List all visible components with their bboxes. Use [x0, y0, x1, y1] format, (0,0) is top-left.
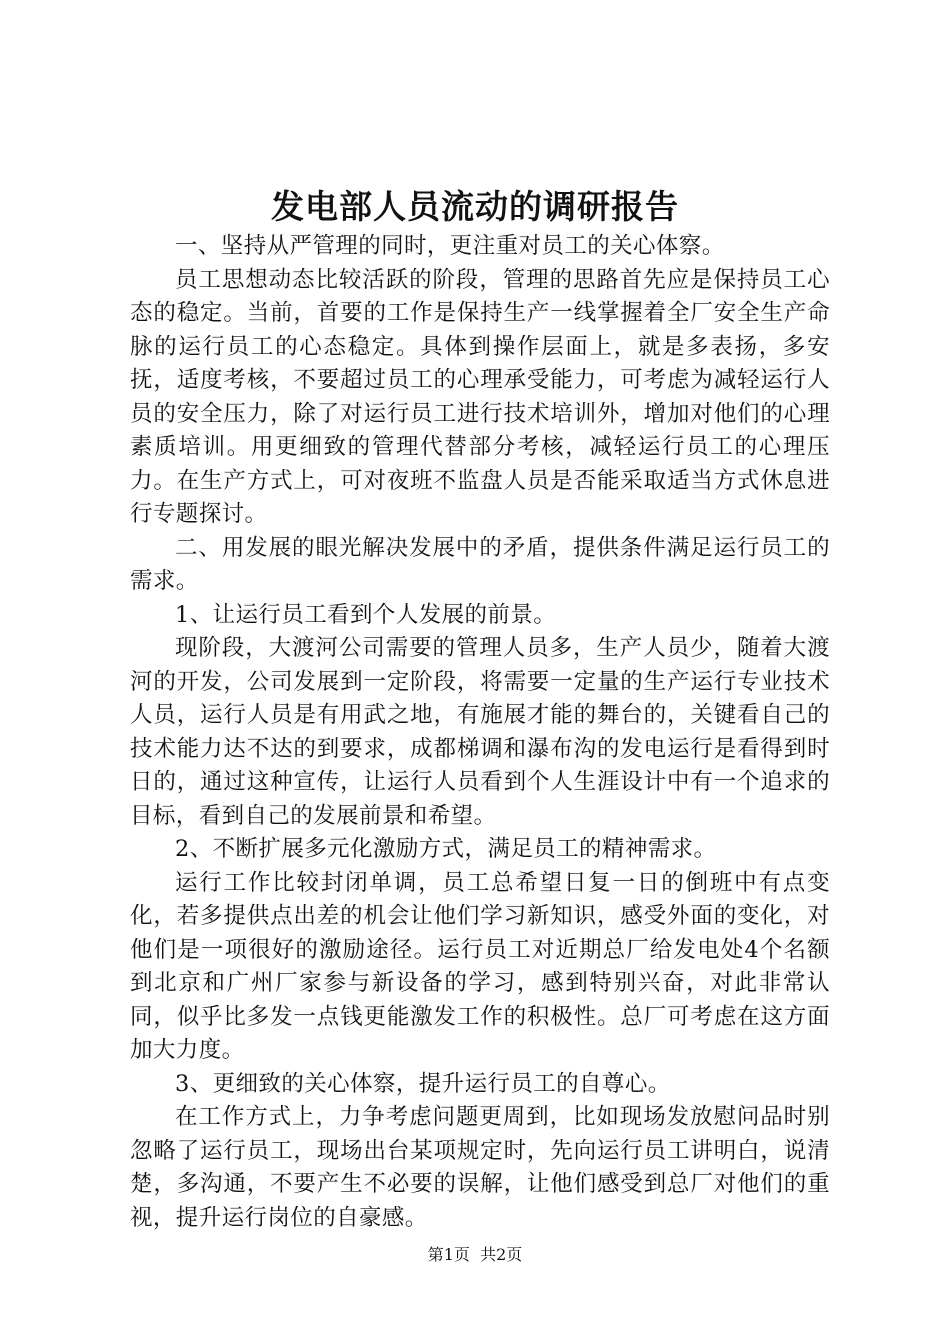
page-footer	[0, 1244, 950, 1266]
document-body	[130, 230, 830, 1235]
subheading-2: 2、不断扩展多元化激励方式，满足员工的精神需求。	[175, 836, 717, 862]
subheading-1: 1、让运行员工看到个人发展的前景。	[175, 601, 557, 628]
subheading-3: 3、更细致的关心体察，提升运行员工的自尊心。	[175, 1070, 671, 1097]
paragraph: 运行工作比较封闭单调，员工总希望日复一日的倒班中有点变化，若多提供点出差的机会让他们学习新知识，感受外面的变化，对他们是一项很好的激励途径。运行员工对近期总厂给发电处4个名额到北京和广州厂家参与新设备的学习，感到特别兴奋，对此非常认同，似乎比多发一点钱更能激发工作的积极性。总厂可考虑在这方面加大力度。	[130, 869, 830, 1063]
page-number: 第1页 共2页	[427, 1245, 523, 1264]
paragraph: 员工思想动态比较活跃的阶段，管理的思路首先应是保持员工心态的稳定。当前，首要的工作是保持生产一线掌握着全厂安全生产命脉的运行员工的心态稳定。具体到操作层面上，就是多表扬，多安抚，适度考核，不要超过员工的心理承受能力，可考虑为减轻运行人员的安全压力，除了对运行员工进行技术培训外，增加对他们的心理素质培训。用更细致的管理代替部分考核，减轻运行员工的心理压力。在生产方式上，可对夜班不监盘人员是否能采取适当方式休息进行专题探讨。	[130, 266, 830, 527]
document-title: 发电部人员流动的调研报告	[271, 187, 679, 226]
section-heading-1: 一、坚持从严管理的同时，更注重对员工的关心体察。	[175, 233, 725, 259]
paragraph: 现阶段，大渡河公司需要的管理人员多，生产人员少，随着大渡河的开发，公司发展到一定阶段，将需要一定量的生产运行专业技术人员，运行人员是有用武之地，有施展才能的舞台的，关键看自己的技术能力达不达的到要求，成都梯调和瀑布沟的发电运行是看得到时日的，通过这种宣传，让运行人员看到个人生涯设计中有一个追求的目标，看到自己的发展前景和希望。	[130, 635, 830, 829]
section-heading-2: 二、用发展的眼光解决发展中的矛盾，提供条件满足运行员工的需求。	[130, 534, 830, 594]
paragraph: 在工作方式上，力争考虑问题更周到，比如现场发放慰问品时别忽略了运行员工，现场出台某项规定时，先向运行员工讲明白，说清楚，多沟通，不要产生不必要的误解，让他们感受到总厂对他们的重视，提升运行岗位的自豪感。	[130, 1104, 830, 1231]
